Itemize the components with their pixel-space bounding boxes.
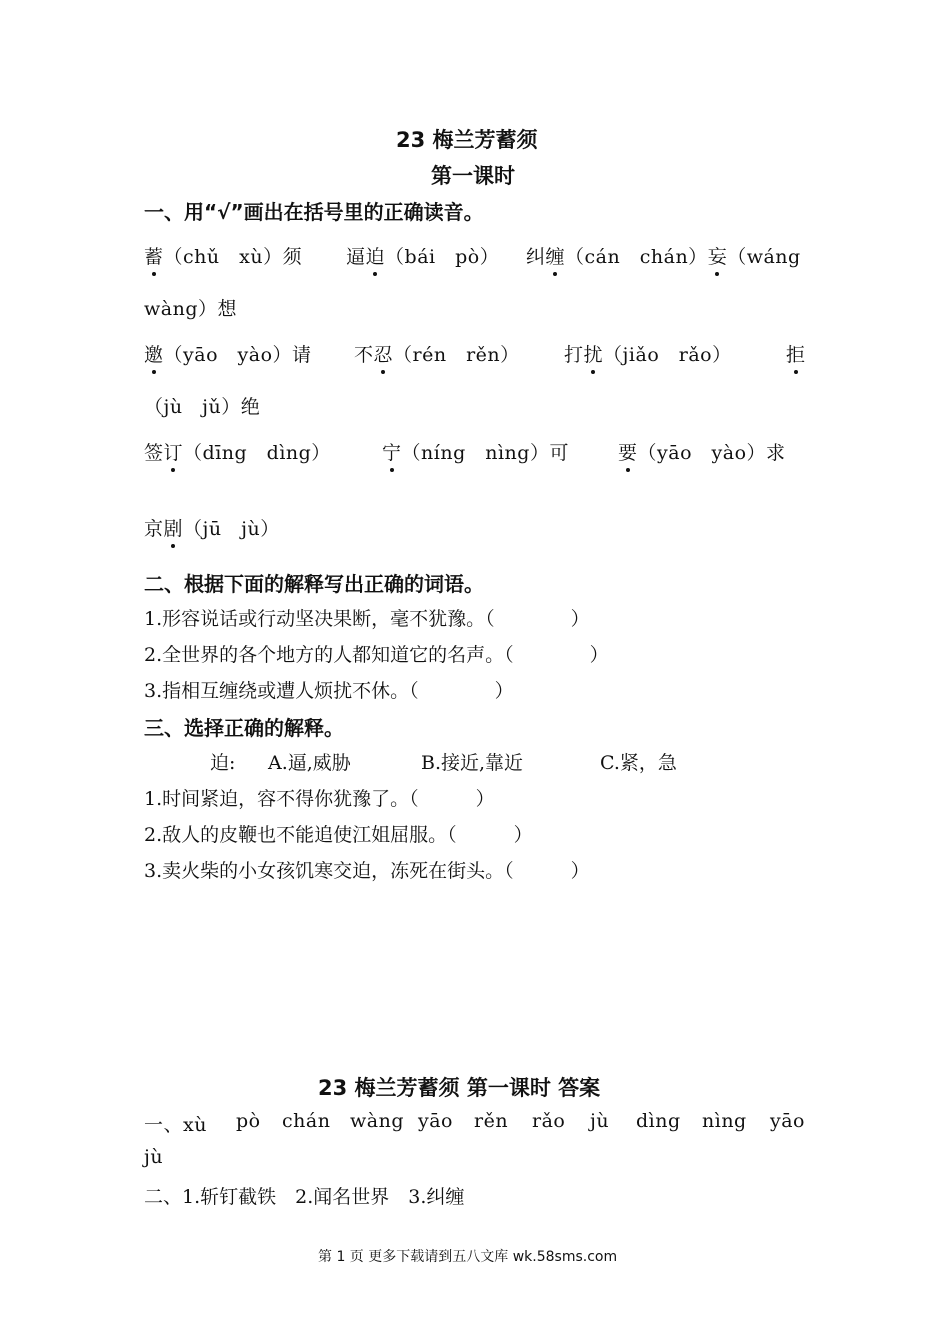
answer-11: yāo: [770, 1110, 806, 1132]
answer-6: rěn: [474, 1110, 509, 1132]
pinyin-choice: （wáng: [727, 246, 801, 268]
section1-row3b: [354, 340, 520, 367]
answer-8: jù: [590, 1110, 610, 1132]
char: 打: [564, 344, 584, 366]
answer-10: nìng: [702, 1110, 747, 1132]
answer-3: chán: [282, 1110, 331, 1132]
section2-item: 1.形容说话或行动坚决果断，毫不犹豫。（ ）: [144, 608, 590, 630]
section1-row3d: [786, 340, 806, 367]
lesson-title: 23 梅兰芳蓄须: [396, 128, 538, 152]
lesson-subtitle: 第一课时: [431, 164, 515, 188]
pinyin-choice: （bái pò）: [385, 246, 500, 268]
section1-row5c: [618, 438, 786, 465]
section3-item: 3.卖火柴的小女孩饥寒交迫，冻死在街头。（ ）: [144, 860, 590, 882]
dotted-char: 宁: [382, 438, 402, 465]
answer-12: jù: [144, 1146, 164, 1168]
section1-row1c: [526, 242, 801, 269]
char: 不: [354, 344, 374, 366]
answer-9: dìng: [636, 1110, 681, 1132]
section1-row2: wàng）想: [144, 298, 237, 320]
pinyin-choice: （rén rěn）: [393, 344, 520, 366]
pinyin-choice: （jiǎo rǎo）: [603, 344, 732, 366]
dotted-char: 订: [164, 438, 184, 465]
answers-section2: 二、1.斩钉截铁 2.闻名世界 3.纠缠: [144, 1186, 465, 1208]
dotted-char: 妄: [708, 242, 728, 269]
section2-heading: 二、根据下面的解释写出正确的词语。: [144, 572, 484, 596]
dotted-char: 邀: [144, 340, 164, 367]
section3-option-label: 迫:: [210, 752, 236, 774]
char: 签: [144, 442, 164, 464]
dotted-char: 迫: [366, 242, 386, 269]
section3-option-b: B.接近,靠近: [421, 752, 524, 774]
answer-5: yāo: [418, 1110, 454, 1132]
pinyin-choice: （jū jù）: [183, 518, 280, 540]
section1-row1: [144, 242, 302, 269]
section3-heading: 三、选择正确的解释。: [144, 716, 344, 740]
section1-row5b: [382, 438, 569, 465]
pinyin-choice: （níng nìng）可: [401, 442, 569, 464]
dotted-char: 剧: [164, 514, 184, 541]
answer-2: pò: [236, 1110, 261, 1132]
answer-7: rǎo: [532, 1110, 566, 1132]
pinyin-choice: （yāo yào）请: [163, 344, 312, 366]
dotted-char: 要: [618, 438, 638, 465]
dotted-char: 拒: [786, 340, 806, 367]
pinyin-choice: （chǔ xù）须: [163, 246, 303, 268]
answer-1: 一、xù: [144, 1114, 207, 1136]
section3-item: 1.时间紧迫，容不得你犹豫了。（ ）: [144, 788, 495, 810]
section1-row6: [144, 514, 280, 541]
section2-item: 2.全世界的各个地方的人都知道它的名声。（ ）: [144, 644, 609, 666]
pinyin-choice: （cán chán）: [565, 246, 708, 268]
char: 京: [144, 518, 164, 540]
section3-item: 2.敌人的皮鞭也不能追使江姐屈服。（ ）: [144, 824, 533, 846]
section1-heading: 一、用“√”画出在括号里的正确读音。: [144, 200, 484, 224]
section1-row4: （jù jǔ）绝: [144, 396, 261, 418]
dotted-char: 缠: [546, 242, 566, 269]
char: 逼: [346, 246, 366, 268]
pinyin-choice: （dīng dìng）: [183, 442, 331, 464]
section1-row5: [144, 438, 331, 465]
section2-item: 3.指相互缠绕或遭人烦扰不休。（ ）: [144, 680, 514, 702]
section3-option-a: A.逼,威胁: [268, 752, 351, 774]
section1-row3: [144, 340, 312, 367]
dotted-char: 扰: [584, 340, 604, 367]
section1-row1b: [346, 242, 499, 269]
page-footer: 第 1 页 更多下载请到五八文库 wk.58sms.com: [318, 1249, 618, 1265]
dotted-char: 忍: [374, 340, 394, 367]
answer-4: wàng: [350, 1110, 404, 1132]
section3-option-c: C.紧，急: [600, 752, 677, 774]
char: 纠: [526, 246, 546, 268]
section1-row3c: [564, 340, 732, 367]
pinyin-choice: （yāo yào）求: [637, 442, 786, 464]
answers-title: 23 梅兰芳蓄须 第一课时 答案: [318, 1076, 601, 1100]
dotted-char: 蓄: [144, 242, 164, 269]
